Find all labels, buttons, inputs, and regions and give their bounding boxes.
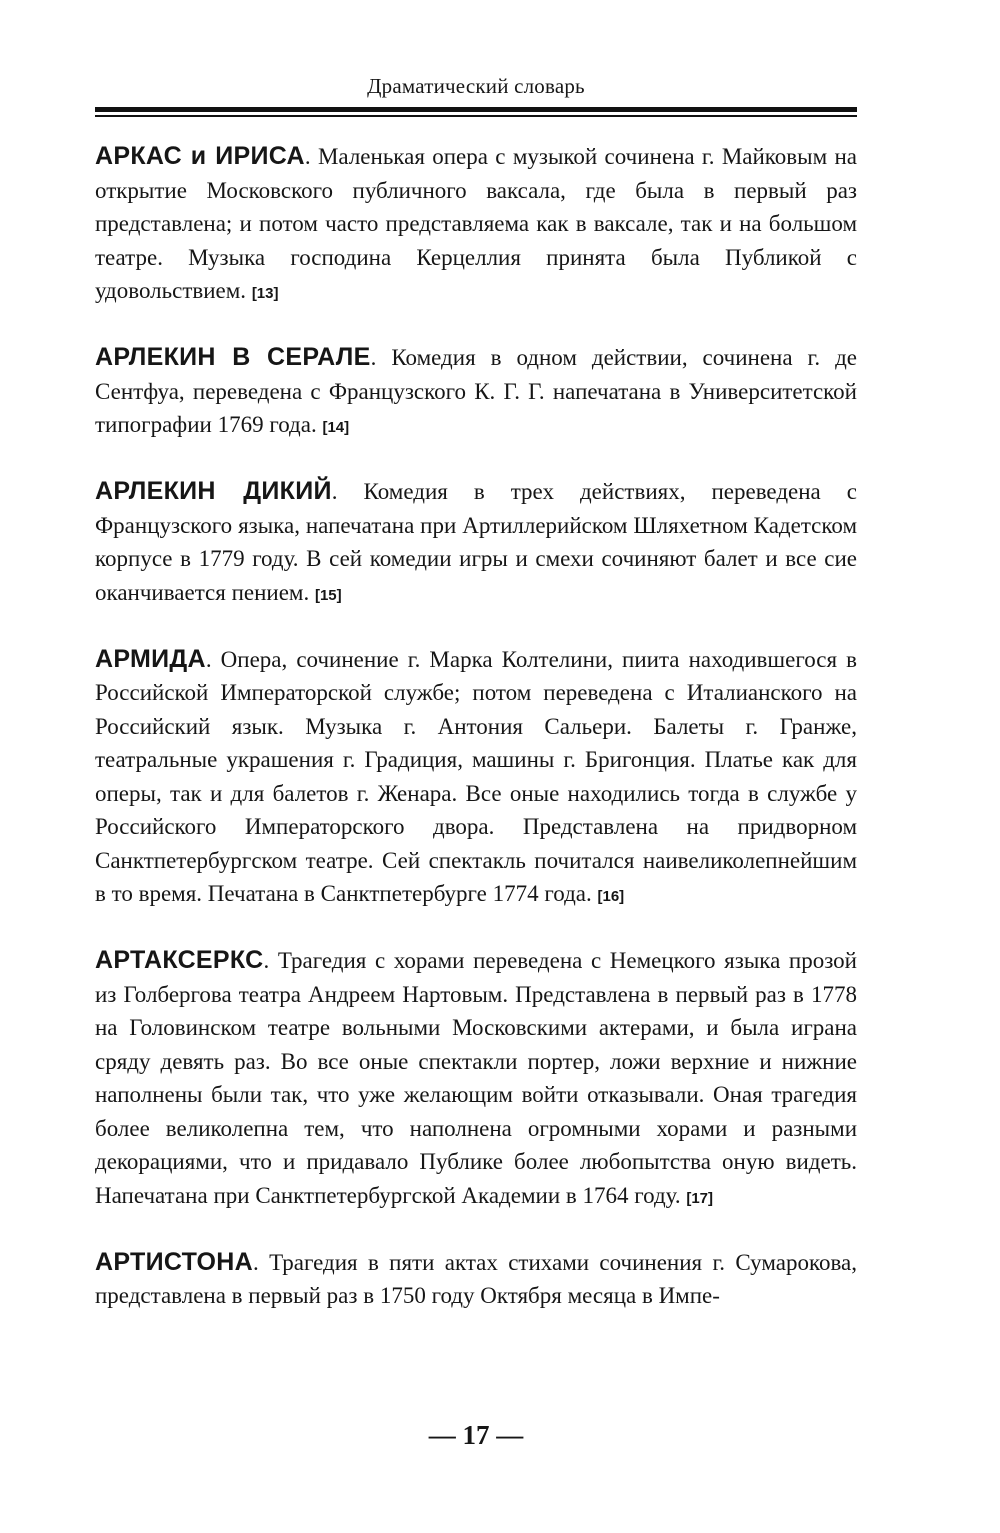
entry-text: . Опера, сочинение г. Марка Колтелини, пиита находившегося в Российской Императорской службе; потом переведена с Италианского на Российский язык. Музыка г. Антония Сальери. Балеты г. Гранже, театральные украшения г. Градиция, машины г. Бригонция. Платье как для оперы, так и для балетов г. Женара. Все оные находились тогда в службе у Российского Императорского двора. Представлена на придворном Санктпетербургском театре. Сей спектакль почитался наивеликолепнейшим в то время. Печатана в Санктпетербурге 1774 года. xyxy=(95,646,857,906)
entry-headword: АРТАКСЕРКС xyxy=(95,946,264,974)
entry-arlekin-dikiy xyxy=(95,475,857,612)
footnote-ref[interactable]: [15] xyxy=(314,586,342,604)
entry-artistona xyxy=(95,1246,857,1316)
entry-text: . Трагедия с хорами переведена с Немецкого языка прозой из Голбергова театра Андреем Нартовым. Представлена в первый раз в 1778 на Головинском театре вольными Московскими актерами, и была играна сряду девять раз. Во все оные спектакли портер, ложи верхние и нижние наполнены были так, что уже желающим войти отказывали. Оная трагедия более великолепна тем, что наполнена огромными хорами и разными декорациями, что и придавало Публике более любопытства оную видеть. Напечатана при Санктпетербургской Академии в 1764 году. xyxy=(95,948,857,1208)
footnote-ref[interactable]: [17] xyxy=(686,1189,714,1207)
header-rule-thick xyxy=(95,107,857,112)
entry-arkas-i-irisa xyxy=(95,140,857,311)
footnote-ref[interactable]: [14] xyxy=(322,419,350,436)
entry-text: . Маленькая опера с музыкой сочинена г. Майковым на открытие Московского публичного ваксала, где была в первый раз представлена; и потом часто представляема как в ваксале, так и на большом театре. Музыка господина Керцеллия принята была Публикой с удовольствием. xyxy=(95,144,858,303)
entry-text: . Комедия в одном действии, сочинена г. де Сентфуа, переведена с Французского К. Г. Г. напечатана в Университетской типографии 1769 года. xyxy=(95,345,857,437)
page-number: — 17 — xyxy=(428,1420,524,1450)
entry-headword: АРКАС и ИРИСА xyxy=(95,142,305,170)
entry-artakserks xyxy=(95,944,857,1215)
footnote-ref[interactable]: [16] xyxy=(597,888,625,905)
dictionary-content xyxy=(95,140,857,1346)
entry-armida xyxy=(95,643,857,914)
entry-headword: АРЛЕКИН ДИКИЙ xyxy=(95,477,332,505)
entry-headword: АРМИДА xyxy=(95,644,206,673)
entry-text: . Трагедия в пяти актах стихами сочинения г. Сумарокова, представлена в первый раз в 1750 году Октября месяца в Импе- xyxy=(95,1249,857,1308)
footnote-ref[interactable]: [13] xyxy=(251,285,279,302)
header-rule-thin xyxy=(95,115,857,117)
running-head: Драматический словарь xyxy=(367,74,585,98)
entry-headword: АРЛЕКИН В СЕРАЛЕ xyxy=(95,343,371,371)
entry-headword: АРТИСТОНА xyxy=(95,1247,253,1276)
entry-arlekin-v-serale xyxy=(95,341,857,445)
entry-text: . Комедия в трех действиях, переведена с Французского языка, напечатана при Артиллерийском Шляхетном Кадетском корпусе в 1779 году. В сей комедии игры и смехи сочиняют балет и все сие оканчивается пением. xyxy=(95,479,857,605)
